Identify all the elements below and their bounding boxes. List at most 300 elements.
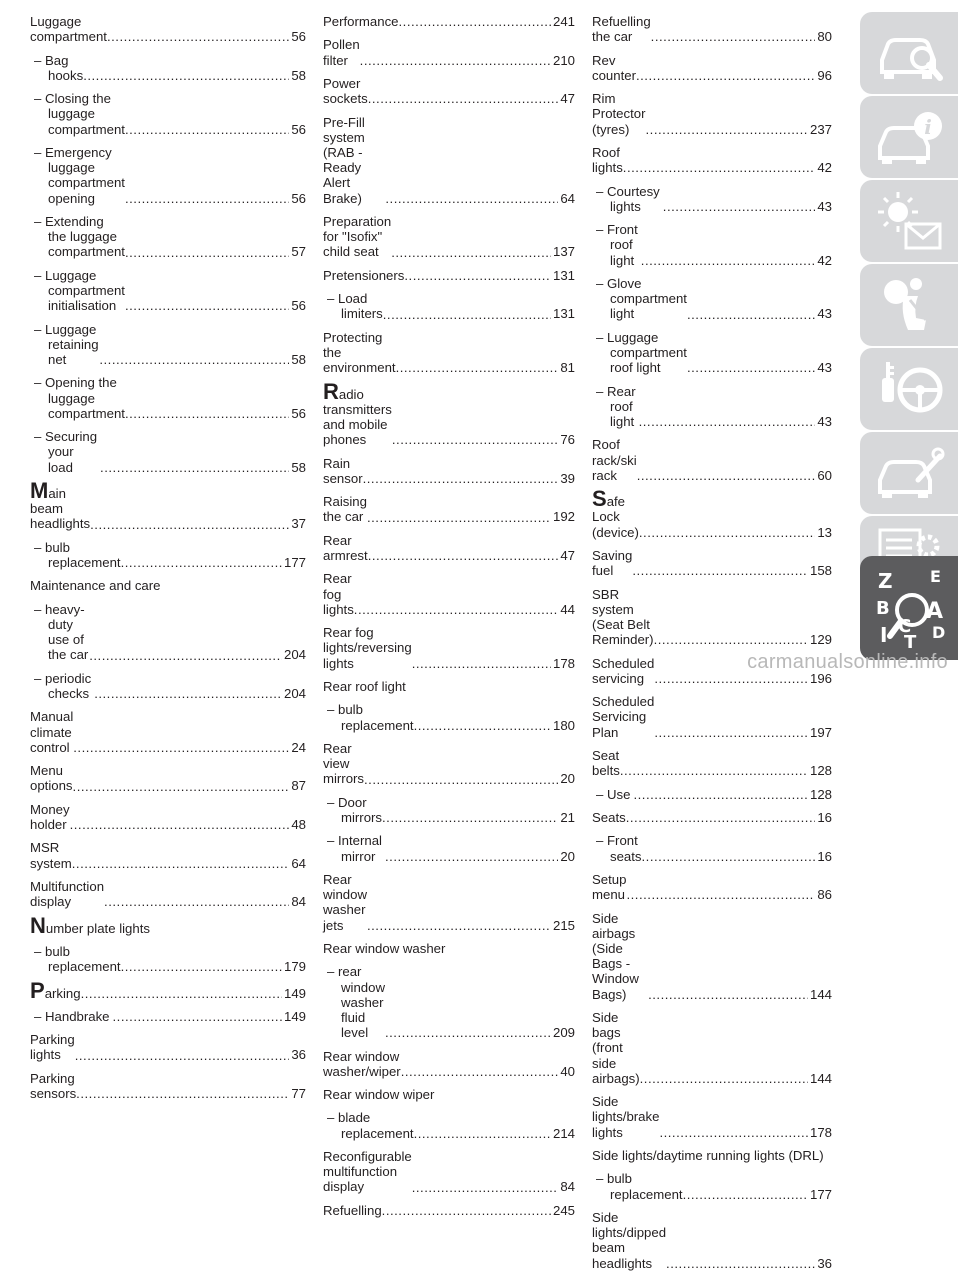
entry-label: Scheduled servicing xyxy=(592,655,655,686)
dot-leader xyxy=(367,510,551,525)
index-subentry[interactable] xyxy=(592,1171,832,1201)
page-number: 81 xyxy=(560,360,575,376)
dot-leader xyxy=(107,29,289,44)
index-letter: Z xyxy=(878,569,893,593)
dot-leader xyxy=(364,772,558,787)
entry-label: Seats xyxy=(592,809,626,825)
page-number: 204 xyxy=(283,647,306,663)
index-entry[interactable] xyxy=(592,872,832,902)
entry-label: Roof lights xyxy=(592,144,623,176)
index-subentry[interactable] xyxy=(323,1110,575,1140)
car-search-icon xyxy=(874,20,946,86)
entry-label: Performance xyxy=(323,14,399,29)
dot-leader xyxy=(363,471,559,486)
entry-label: Pretensioners xyxy=(323,267,405,283)
entry-label: Rear armrest xyxy=(323,532,368,563)
page-number: 77 xyxy=(291,1086,306,1102)
dot-leader xyxy=(636,68,815,83)
dot-leader xyxy=(654,632,808,647)
page-number: 214 xyxy=(552,1125,575,1141)
page-number: 80 xyxy=(817,29,832,45)
index-entry[interactable] xyxy=(30,879,306,909)
index-entry[interactable] xyxy=(323,1149,575,1195)
index-entry[interactable] xyxy=(323,115,575,206)
tab-safety[interactable] xyxy=(860,264,958,346)
index-entry[interactable] xyxy=(592,91,832,137)
index-subentry[interactable] xyxy=(592,222,832,268)
entry-label: Preparation for "Isofix" child seat xyxy=(323,213,392,260)
index-entry[interactable] xyxy=(592,1094,832,1140)
index-subentry[interactable] xyxy=(592,833,832,863)
index-entry[interactable] xyxy=(30,763,306,793)
page-number: 43 xyxy=(817,306,832,322)
entry-label: Side lights/brake lights xyxy=(592,1094,660,1140)
index-entry[interactable] xyxy=(323,741,575,787)
dot-leader xyxy=(125,122,289,137)
index-letter: D xyxy=(932,623,946,642)
index-entry[interactable] xyxy=(30,802,306,832)
entry-label: Power sockets xyxy=(323,75,368,107)
page-number: 241 xyxy=(552,14,575,29)
page-number: 58 xyxy=(291,351,306,367)
index-letter: C xyxy=(898,616,912,637)
dot-leader xyxy=(368,548,559,563)
page-number: 245 xyxy=(552,1202,575,1218)
index-subentry[interactable] xyxy=(323,833,575,863)
page-number: 42 xyxy=(817,252,832,268)
dot-leader xyxy=(113,1009,282,1024)
index-subentry[interactable] xyxy=(592,330,832,376)
entry-label: Refuelling xyxy=(323,1202,382,1218)
dot-leader xyxy=(639,525,815,540)
dot-leader xyxy=(360,53,551,68)
index-subentry[interactable] xyxy=(30,671,306,701)
entry-label: – Closing the luggage compartment xyxy=(34,91,125,137)
index-entry[interactable] xyxy=(592,1210,832,1271)
dot-leader xyxy=(125,406,289,421)
entry-label: Multifunction display xyxy=(30,878,105,910)
dot-leader xyxy=(121,555,282,570)
page-number: 129 xyxy=(809,632,832,648)
entry-label: Setup menu xyxy=(592,871,627,903)
page-number: 84 xyxy=(291,894,306,910)
page-number: 13 xyxy=(817,524,832,540)
entry-label: Roof rack/ski rack xyxy=(592,437,637,483)
dot-leader xyxy=(368,91,559,106)
dot-leader xyxy=(412,656,551,671)
dot-leader xyxy=(385,191,558,206)
page-number: 60 xyxy=(817,467,832,483)
entry-label: – Opening the luggage compartment xyxy=(34,375,125,421)
page-number: 43 xyxy=(817,360,832,376)
dot-leader xyxy=(83,68,289,83)
page-number: 48 xyxy=(291,816,306,832)
index-entry[interactable] xyxy=(592,53,832,83)
page-number: 47 xyxy=(560,91,575,107)
tab-starting-driving[interactable] xyxy=(860,348,958,430)
dot-leader xyxy=(637,468,816,483)
page-number: 16 xyxy=(817,809,832,825)
tab-emergency[interactable] xyxy=(860,432,958,514)
dot-leader xyxy=(383,307,551,322)
page-number: 177 xyxy=(283,554,306,570)
index-entry[interactable] xyxy=(323,37,575,67)
dot-leader xyxy=(651,29,816,44)
page-number: 96 xyxy=(817,67,832,83)
page-number: 39 xyxy=(560,470,575,486)
entry-label: Rear fog lights xyxy=(323,571,354,617)
index-entry[interactable] xyxy=(323,456,575,486)
entry-label: Rev counter xyxy=(592,52,636,83)
index-subentry[interactable] xyxy=(592,787,832,802)
index-subentry[interactable] xyxy=(30,145,306,206)
page-number: 196 xyxy=(809,670,832,686)
entry-label: – Internal mirror xyxy=(327,833,382,864)
index-subentry[interactable] xyxy=(30,268,306,314)
page-number: 64 xyxy=(291,855,306,871)
index-subentry[interactable] xyxy=(323,964,575,1040)
index-entry[interactable] xyxy=(323,571,575,617)
dot-leader xyxy=(632,563,808,578)
dot-leader xyxy=(121,959,282,974)
dot-leader xyxy=(104,894,289,909)
index-entry[interactable] xyxy=(323,533,575,563)
index-subentry[interactable] xyxy=(592,384,832,430)
index-entry[interactable] xyxy=(323,679,575,694)
key-steering-wheel-icon xyxy=(874,356,946,422)
dot-leader xyxy=(414,1126,551,1141)
entry-label: Pre-Fill system (RAB - Ready Alert Brake) xyxy=(323,114,365,206)
page-number: 56 xyxy=(291,121,306,137)
entry-label: Pollen filter xyxy=(323,37,360,68)
entry-label: Seat belts xyxy=(592,747,620,779)
entry-label: Rain sensor xyxy=(323,455,363,486)
dot-leader xyxy=(75,1048,290,1063)
dot-leader xyxy=(391,245,551,260)
page-number: 56 xyxy=(291,405,306,421)
dot-leader xyxy=(401,1064,559,1079)
index-column-1 xyxy=(30,14,306,1109)
index-entry[interactable] xyxy=(323,872,575,933)
entry-label: Side bags (front side airbags) xyxy=(592,1009,640,1086)
dot-leader xyxy=(626,810,816,825)
entry-label: – Courtesy lights xyxy=(596,183,660,214)
index-entry[interactable] xyxy=(30,578,306,593)
index-entry[interactable] xyxy=(30,709,306,755)
page-number: 37 xyxy=(291,516,306,532)
entry-label: – Luggage compartment roof light xyxy=(596,329,687,376)
entry-label: Side airbags (Side Bags - Window Bags) xyxy=(592,910,639,1002)
dot-leader xyxy=(72,856,290,871)
car-tools-icon xyxy=(874,440,946,506)
entry-label: MSR system xyxy=(30,840,72,871)
index-entry[interactable] xyxy=(592,587,832,648)
entry-label: Parking lights xyxy=(30,1032,75,1063)
entry-label: – bulb replacement xyxy=(34,943,121,975)
index-letter: B xyxy=(876,598,890,619)
entry-label: SBR system (Seat Belt Reminder) xyxy=(592,586,654,648)
index-entry[interactable] xyxy=(592,748,832,778)
dot-leader xyxy=(125,298,289,313)
page-number: 131 xyxy=(552,267,575,283)
index-subentry[interactable] xyxy=(323,702,575,732)
dot-leader xyxy=(94,686,282,701)
dot-leader xyxy=(99,352,289,367)
page-number: 36 xyxy=(291,1047,306,1063)
entry-label: – Door mirrors xyxy=(327,794,383,825)
dot-leader xyxy=(648,987,808,1002)
dot-leader xyxy=(687,360,815,375)
index-entry[interactable] xyxy=(30,1071,306,1101)
index-entry[interactable] xyxy=(323,330,575,376)
index-entry[interactable] xyxy=(323,1049,575,1079)
index-entry[interactable] xyxy=(30,977,306,1003)
page-number: 158 xyxy=(809,563,832,579)
page-number: 210 xyxy=(552,52,575,68)
dot-leader xyxy=(76,1086,289,1101)
tab-index[interactable] xyxy=(860,556,958,660)
tab-car-info[interactable] xyxy=(860,96,958,178)
index-entry[interactable] xyxy=(592,14,832,44)
entry-label: – Luggage retaining net xyxy=(34,321,99,367)
dot-leader xyxy=(633,787,808,802)
entry-label: Side lights/daytime running lights (DRL) xyxy=(592,1147,824,1163)
page-number: 43 xyxy=(817,413,832,429)
page-number: 58 xyxy=(291,67,306,83)
page-number: 197 xyxy=(809,724,832,740)
index-subentry[interactable] xyxy=(30,944,306,974)
entry-label: Rear fog lights/reversing lights xyxy=(323,625,412,671)
entry-label: Maintenance and care xyxy=(30,578,161,594)
index-entry[interactable] xyxy=(323,14,575,29)
entry-label: Rear view mirrors xyxy=(323,740,365,787)
page-number: 43 xyxy=(817,198,832,214)
page-number: 204 xyxy=(283,685,306,701)
dot-leader xyxy=(382,1203,551,1218)
page-number: 58 xyxy=(291,459,306,475)
page-number: 36 xyxy=(817,1255,832,1271)
page-number: 42 xyxy=(817,160,832,176)
entry-label: Number plate lights xyxy=(30,912,150,938)
entry-label: Raising the car xyxy=(323,494,367,525)
index-subentry[interactable] xyxy=(30,602,306,663)
page-number: 192 xyxy=(552,509,575,525)
entry-label: Parking sensors xyxy=(30,1070,77,1102)
dot-leader xyxy=(414,718,551,733)
dot-leader xyxy=(367,918,551,933)
page-number: 131 xyxy=(552,306,575,322)
index-entry[interactable] xyxy=(323,1203,575,1218)
entry-label: Money holder xyxy=(30,801,70,832)
index-subentry[interactable] xyxy=(30,91,306,137)
page-number: 64 xyxy=(560,190,575,206)
index-entry[interactable] xyxy=(592,486,832,540)
entry-label: – bulb replacement xyxy=(34,539,121,570)
page-number: 24 xyxy=(291,739,306,755)
entry-label: – blade replacement xyxy=(327,1110,414,1141)
watermark: carmanualsonline.info xyxy=(747,651,948,673)
dot-leader xyxy=(81,986,282,1001)
page-number: 179 xyxy=(283,959,306,975)
index-entry[interactable] xyxy=(592,548,832,578)
dot-leader xyxy=(654,725,808,740)
page-number: 20 xyxy=(560,771,575,787)
index-entry[interactable] xyxy=(323,1087,575,1102)
entry-label: – Front roof light xyxy=(596,222,638,268)
index-letter: E xyxy=(930,567,941,586)
dot-leader xyxy=(623,160,816,175)
dot-leader xyxy=(687,307,815,322)
page-number: 21 xyxy=(560,809,575,825)
index-entry[interactable] xyxy=(323,941,575,956)
entry-label: – periodic checks xyxy=(34,670,92,701)
entry-label: – Emergency luggage compartment opening xyxy=(34,144,125,206)
index-entry[interactable] xyxy=(30,1032,306,1062)
index-subentry[interactable] xyxy=(30,322,306,368)
dot-leader xyxy=(89,648,282,663)
entry-label: – Securing your load xyxy=(34,429,98,475)
index-entry[interactable] xyxy=(30,477,306,532)
index-entry[interactable] xyxy=(592,911,832,1002)
dot-leader xyxy=(354,602,559,617)
index-subentry[interactable] xyxy=(592,184,832,214)
dot-leader xyxy=(73,779,290,794)
entry-label: Radio transmitters and mobile phones xyxy=(323,378,392,448)
index-entry[interactable] xyxy=(323,214,575,260)
entry-label: – Front seats xyxy=(596,833,642,864)
entry-label: Manual climate control xyxy=(30,709,74,755)
index-entry[interactable] xyxy=(323,268,575,283)
page-number: 47 xyxy=(560,547,575,563)
dot-leader xyxy=(663,199,816,214)
page-number: 144 xyxy=(809,1070,832,1086)
index-entry[interactable] xyxy=(323,494,575,524)
entry-label: – Bag hooks xyxy=(34,52,84,83)
entry-label: – Luggage compartment initialisation xyxy=(34,267,125,314)
dot-leader xyxy=(646,122,808,137)
index-subentry[interactable] xyxy=(30,1009,306,1024)
index-subentry[interactable] xyxy=(30,375,306,421)
index-subentry[interactable] xyxy=(30,214,306,260)
dot-leader xyxy=(659,1125,808,1140)
entry-label: – bulb replacement xyxy=(327,702,414,733)
entry-label: – bulb replacement xyxy=(596,1171,683,1202)
page-number: 178 xyxy=(552,655,575,671)
dot-leader xyxy=(385,1025,551,1040)
index-entry[interactable] xyxy=(592,437,832,483)
dot-leader xyxy=(385,849,558,864)
page-number: 144 xyxy=(809,986,832,1002)
index-entry[interactable] xyxy=(323,76,575,106)
svg-text:i: i xyxy=(924,115,932,139)
dot-leader xyxy=(666,1256,815,1271)
page-number: 128 xyxy=(809,763,832,779)
index-subentry[interactable] xyxy=(30,540,306,570)
index-entry[interactable] xyxy=(30,840,306,870)
index-entry[interactable] xyxy=(323,625,575,671)
index-entry[interactable] xyxy=(592,145,832,175)
page-number: 56 xyxy=(291,190,306,206)
index-entry[interactable] xyxy=(592,810,832,825)
page-number: 16 xyxy=(817,848,832,864)
entry-label: – heavy-duty use of the car xyxy=(34,601,89,663)
index-subentry[interactable] xyxy=(30,53,306,83)
entry-label: Rear window washer/wiper xyxy=(323,1048,401,1079)
index-entry[interactable] xyxy=(323,378,575,448)
warning-light-envelope-icon xyxy=(874,188,946,254)
entry-label: – rear window washer fluid level xyxy=(327,964,385,1041)
dot-leader xyxy=(73,740,289,755)
tab-car-search[interactable] xyxy=(860,12,958,94)
dot-leader xyxy=(412,1180,559,1195)
page-number: 76 xyxy=(560,432,575,448)
dot-leader xyxy=(683,1187,808,1202)
index-column-2 xyxy=(323,14,575,1226)
page-number: 149 xyxy=(283,1008,306,1024)
page-number: 44 xyxy=(560,601,575,617)
index-entry[interactable] xyxy=(30,912,306,938)
index-entry[interactable] xyxy=(592,1148,832,1163)
index-subentry[interactable] xyxy=(592,276,832,322)
index-letter: T xyxy=(904,632,917,652)
index-entry[interactable] xyxy=(592,1010,832,1086)
entry-label: Rear window washer xyxy=(323,940,446,956)
page-number: 56 xyxy=(291,298,306,314)
dot-leader xyxy=(90,517,289,532)
dot-leader xyxy=(396,360,559,375)
index-subentry[interactable] xyxy=(323,291,575,321)
entry-label: – Handbrake xyxy=(34,1008,110,1024)
entry-label: Side lights/dipped beam headlights xyxy=(592,1209,667,1271)
index-subentry[interactable] xyxy=(30,429,306,475)
entry-label: Refuelling the car xyxy=(592,14,651,45)
page-number: 180 xyxy=(552,717,575,733)
dot-leader xyxy=(640,1071,808,1086)
entry-label: Rear window washer jets xyxy=(323,871,367,933)
dot-leader xyxy=(642,849,816,864)
dot-leader xyxy=(641,253,816,268)
page-number: 20 xyxy=(560,848,575,864)
entry-label: – Extending the luggage compartment xyxy=(34,213,125,260)
entry-label: Rim Protector (tyres) xyxy=(592,91,646,137)
entry-label: Parking xyxy=(30,977,81,1003)
dot-leader xyxy=(382,810,558,825)
page-number: 84 xyxy=(560,1179,575,1195)
entry-label: – Use xyxy=(596,786,631,802)
airbag-seat-icon xyxy=(874,272,946,338)
index-subentry[interactable] xyxy=(323,795,575,825)
index-entry[interactable] xyxy=(592,694,832,740)
entry-label: – Load limiters xyxy=(327,291,383,322)
dot-leader xyxy=(125,245,289,260)
page-number: 178 xyxy=(809,1124,832,1140)
entry-label: Luggage compartment xyxy=(30,14,107,45)
dot-leader xyxy=(404,268,551,283)
index-entry[interactable] xyxy=(30,14,306,44)
dot-leader xyxy=(100,460,289,475)
page-number: 86 xyxy=(817,887,832,903)
index-letter: A xyxy=(926,599,944,624)
dot-leader xyxy=(639,414,816,429)
entry-label: Rear window wiper xyxy=(323,1087,435,1103)
index-letter: I xyxy=(880,623,888,647)
tab-warning-lights[interactable] xyxy=(860,180,958,262)
entry-label: – Glove compartment light xyxy=(596,275,687,322)
page-number: 40 xyxy=(560,1063,575,1079)
entry-label: Main beam headlights xyxy=(30,477,91,532)
page-number: 128 xyxy=(809,786,832,802)
dot-leader xyxy=(70,817,290,832)
